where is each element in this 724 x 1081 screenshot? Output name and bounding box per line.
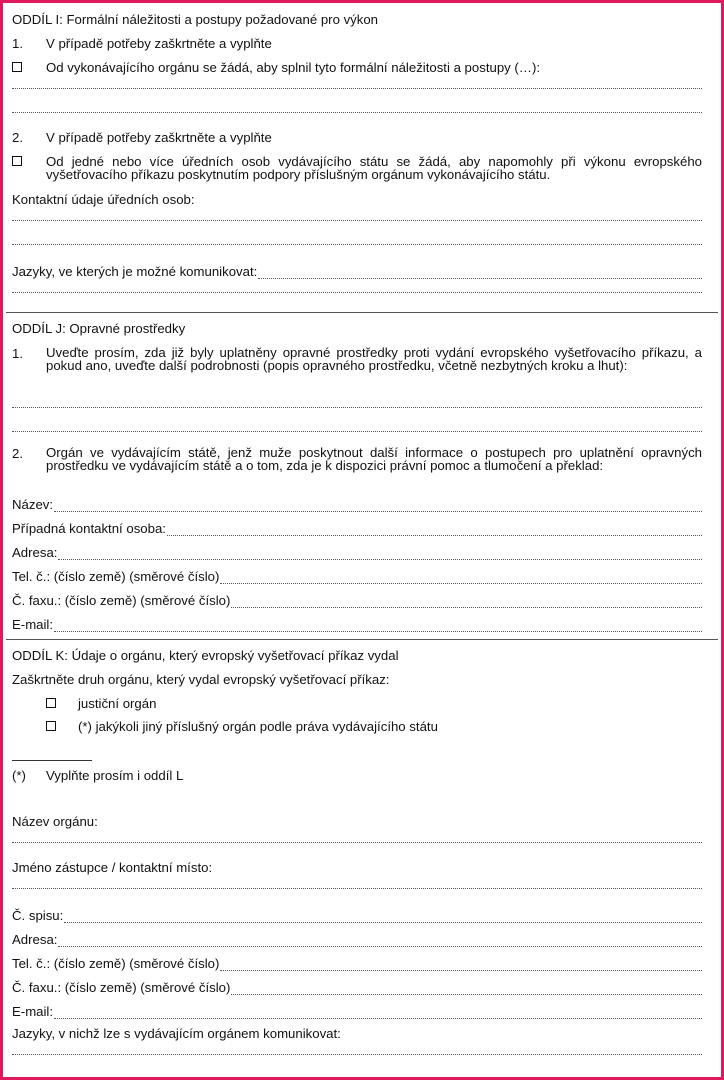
fill-line[interactable] <box>12 429 702 432</box>
contact-person-fill[interactable] <box>167 524 702 536</box>
address-fill[interactable] <box>58 548 702 560</box>
item-text: Uveďte prosím, zda již byly uplatněny opravné prostředky proti vydání evropského vyšetřovacího příkazu, a pokud ano, uveďte další podrobnosti (popis opravného prostředku, včetně nezbytných kroku a lhut): <box>46 345 702 373</box>
option-label: (*) jakýkoli jiný příslušný orgán podle práva vydávajícího státu <box>78 719 438 734</box>
footnote-mark: (*) <box>12 768 26 783</box>
tel-row <box>12 956 702 971</box>
fill-line[interactable] <box>12 840 702 843</box>
checkbox-officials-assist[interactable] <box>12 156 22 166</box>
fax-row <box>12 980 702 995</box>
languages-fill[interactable] <box>258 267 702 279</box>
representative-label: Jméno zástupce / kontaktní místo: <box>12 860 213 875</box>
address-fill[interactable] <box>58 935 702 947</box>
fax-fill[interactable] <box>231 596 702 608</box>
email-fill[interactable] <box>54 1007 702 1019</box>
email-row <box>12 617 702 632</box>
section-j <box>6 312 718 639</box>
tel-fill[interactable] <box>220 572 702 584</box>
tel-label: Tel. č.: (číslo země) (směrové číslo) <box>12 956 220 971</box>
fill-line[interactable] <box>12 86 702 89</box>
email-label: E-mail: <box>12 617 54 632</box>
section-i <box>6 6 718 309</box>
address-label: Adresa: <box>12 932 58 947</box>
item-number: 1. <box>12 36 23 51</box>
item-text: V případě potřeby zaškrtněte a vyplňte <box>46 130 272 145</box>
option-judicial-row <box>46 696 702 711</box>
section-i-title: ODDÍL I: Formální náležitosti a postupy požadované pro výkon <box>12 12 379 27</box>
section-i-checkbox-row-1 <box>12 60 702 75</box>
section-j-title: ODDÍL J: Opravné prostředky <box>12 321 186 336</box>
contact-person-label: Případná kontaktní osoba: <box>12 521 166 536</box>
name-label: Název: <box>12 497 54 512</box>
email-label: E-mail: <box>12 1004 54 1019</box>
contact-person-row <box>12 521 702 536</box>
email-row <box>12 1004 702 1019</box>
item-number: 2. <box>12 446 23 461</box>
tel-row <box>12 569 702 584</box>
file-no-fill[interactable] <box>64 911 702 923</box>
section-k-instruction: Zaškrtněte druh orgánu, který vydal evropský vyšetřovací příkaz: <box>12 672 390 687</box>
address-label: Adresa: <box>12 545 58 560</box>
footnote <box>12 768 702 783</box>
checkbox-other-authority[interactable] <box>46 721 56 731</box>
fax-label: Č. faxu.: (číslo země) (směrové číslo) <box>12 593 231 608</box>
footnote-text: Vyplňte prosím i oddíl L <box>46 768 184 783</box>
fill-line[interactable] <box>12 886 702 889</box>
contact-label: Kontaktní údaje úředních osob: <box>12 192 195 207</box>
fill-line[interactable] <box>12 290 702 293</box>
fax-label: Č. faxu.: (číslo země) (směrové číslo) <box>12 980 231 995</box>
section-k <box>6 639 718 1081</box>
languages-label: Jazyky, ve kterých je možné komunikovat: <box>12 264 258 279</box>
option-label: justiční orgán <box>78 696 157 711</box>
name-row <box>12 497 702 512</box>
languages-label: Jazyky, v nichž lze s vydávajícím orgánem komunikovat: <box>12 1026 341 1041</box>
fill-line[interactable] <box>12 110 702 113</box>
tel-label: Tel. č.: (číslo země) (směrové číslo) <box>12 569 220 584</box>
section-i-checkbox-row-2 <box>12 154 702 182</box>
fill-line[interactable] <box>12 1052 702 1055</box>
option-other-row <box>46 719 702 734</box>
item-number: 1. <box>12 346 23 361</box>
footnote-rule <box>12 760 92 761</box>
tel-fill[interactable] <box>220 959 702 971</box>
item-text: Orgán ve vydávajícím státě, jenž muže poskytnout další informace o postupech pro uplatnění opravných prostředku ve vydávajícím státě a o tom, zda je k dispozici právní pomoc a tlumočení a překlad: <box>46 445 702 473</box>
section-j-item-1 <box>12 345 702 387</box>
section-i-item-2 <box>12 130 702 145</box>
email-fill[interactable] <box>54 620 702 632</box>
section-k-title: ODDÍL K: Údaje o orgánu, který evropský vyšetřovací příkaz vydal <box>12 648 399 663</box>
checkbox-formalities[interactable] <box>12 62 22 72</box>
file-no-label: Č. spisu: <box>12 908 64 923</box>
item-text: V případě potřeby zaškrtněte a vyplňte <box>46 36 272 51</box>
fill-line[interactable] <box>12 218 702 221</box>
authority-name-label: Název orgánu: <box>12 814 98 829</box>
file-no-row <box>12 908 702 923</box>
checkbox-label: Od vykonávajícího orgánu se žádá, aby splnil tyto formální náležitosti a postupy (…): <box>46 60 541 75</box>
fax-row <box>12 593 702 608</box>
fax-fill[interactable] <box>231 983 702 995</box>
section-j-item-2 <box>12 445 702 487</box>
address-row <box>12 545 702 560</box>
checkbox-judicial-authority[interactable] <box>46 698 56 708</box>
checkbox-label: Od jedné nebo více úředních osob vydávajícího státu se žádá, aby napomohly při výkonu evropského vyšetřovacího příkazu poskytnutím podpory příslušným orgánum vykonávajícího státu. <box>46 154 702 182</box>
name-fill[interactable] <box>54 500 702 512</box>
fill-line[interactable] <box>12 405 702 408</box>
address-row <box>12 932 702 947</box>
languages-row <box>12 264 702 279</box>
item-number: 2. <box>12 130 23 145</box>
fill-line[interactable] <box>12 242 702 245</box>
section-i-item-1 <box>12 36 702 51</box>
